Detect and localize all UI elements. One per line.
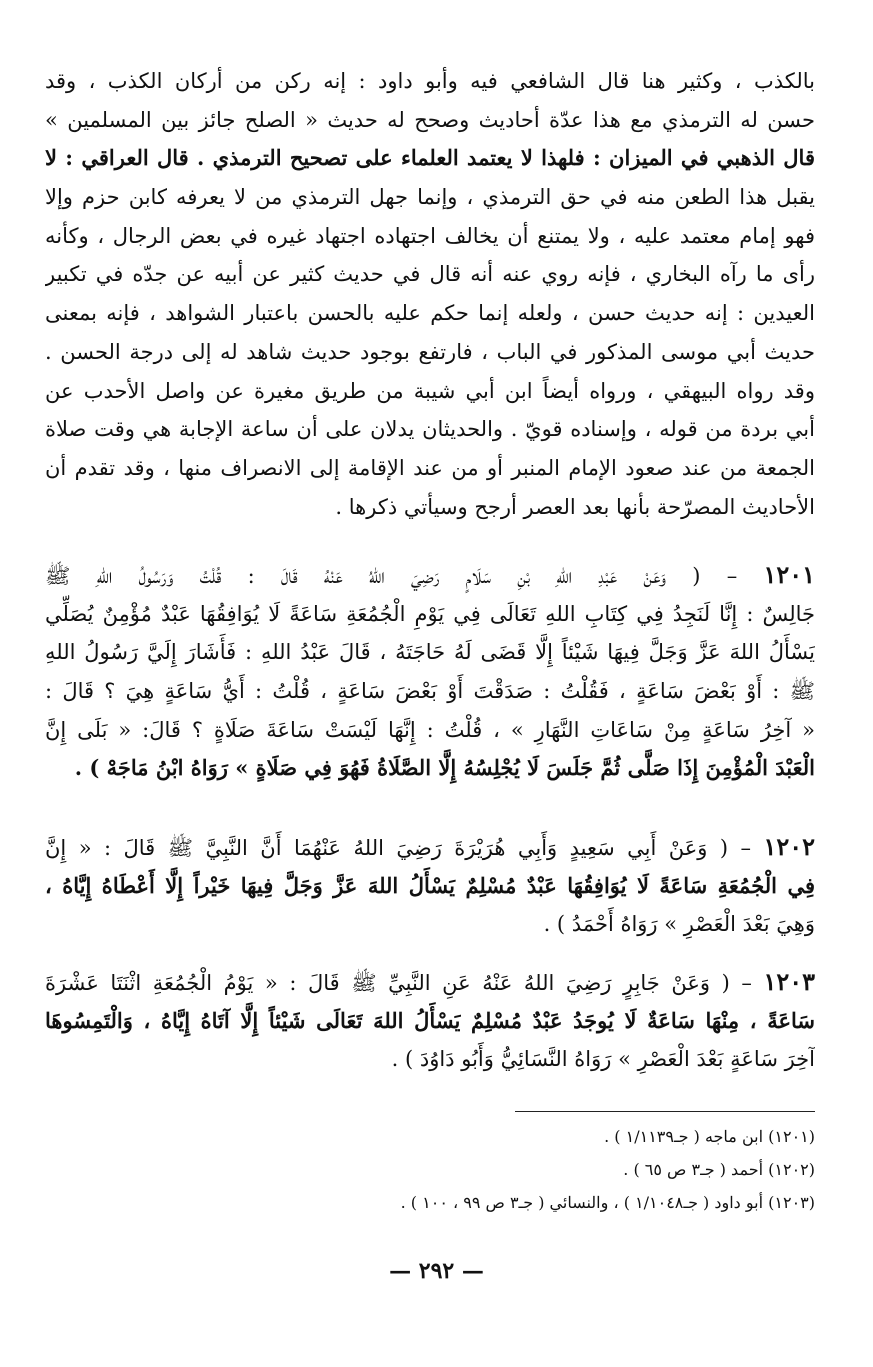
hadith-line: – ( وَعَنْ جَابِرٍ رَضِيَ اللهُ عَنْهُ عَنِ النَّبِيِّ ﷺ قَالَ : « يَوْمُ الْجُمُعَةِ اثْنَتَا عَشْرَةَ	[45, 971, 752, 995]
hadith-line: ﷺ : أَوْ بَعْضَ سَاعَةٍ ، فَقُلْتُ : صَدَقْتَ أَوْ بَعْضَ سَاعَةٍ ، قُلْتُ : أَيُّ سَاعَةٍ هِيَ ؟ قَالَ :	[45, 679, 815, 704]
page-number: — ٢٩٢ —	[389, 1258, 484, 1284]
commentary-line: قال الذهبي في الميزان : فلهذا لا يعتمد العلماء على تصحيح الترمذي . قال العراقي : لا	[45, 145, 815, 171]
hadith-line: « آخِرُ سَاعَةٍ مِنْ سَاعَاتِ النَّهَارِ » ، قُلْتُ : إِنَّهَا لَيْسَتْ سَاعَةَ صَلَاةٍ ؟ قَالَ: « بَلَى إِنَّ	[45, 717, 815, 742]
commentary-line: العيدين : إنه حديث حسن ، ولعله إنما حكم عليه بالحسن باعتبار الشواهد ، فإنه بمعنى	[45, 301, 815, 326]
footnote-1203: (١٢٠٣) أبو داود ( جـ١/١٠٤٨ ) ، والنسائي ( جـ٣ ص ٩٩ ، ١٠٠ ) .	[400, 1193, 815, 1212]
hadith-line: يَسْأَلُ اللهَ عَزَّ وَجَلَّ فِيهَا شَيْئاً إِلَّا قَضَى لَهُ حَاجَتَهُ ، قَالَ عَبْدُ اللهِ : فَأَشَارَ إِلَيَّ رَسُولُ اللهِ	[45, 640, 815, 665]
commentary-line: حديث أبي موسى المذكور في الباب ، فارتفع بوجود حديث شاهد له إلى درجة الحسن .	[45, 339, 815, 364]
hadith-number: ١٢٠٢	[763, 832, 815, 861]
hadith-1201	[45, 556, 815, 788]
commentary-line: أبي بردة من قوله ، وإسناده قويّ . والحديثان يدلان على أن ساعة الإجابة هي وقت صلاة	[45, 417, 815, 442]
hadith-line: فِي الْجُمُعَةِ سَاعَةً لَا يُوَافِقُهَا عَبْدٌ مُسْلِمٌ يَسْأَلُ اللهَ عَزَّ وَجَلَّ فِيهَا خَيْراً إِلَّا أَعْطَاهُ إِيَّاهُ ،	[45, 872, 815, 898]
commentary-line: بالكذب ، وكثير هنا قال الشافعي فيه وأبو داود : إنه ركن من أركان الكذب ، وقد	[45, 69, 815, 93]
commentary-line: رأى ما رآه البخاري ، فإنه روي عنه أنه قال في حديث كثير عن أبيه عن جدّه في تكبير	[45, 262, 815, 287]
commentary-line: وقد رواه البيهقي ، ورواه أيضاً ابن أبي شيبة من طريق مغيرة عن واصل الأحدب عن	[45, 378, 815, 403]
commentary-line: حسن له الترمذي مع هذا عدّة أحاديث وصحح له حديث « الصلح جائز بين المسلمين »	[45, 107, 815, 132]
hadith-1203	[45, 963, 815, 1079]
commentary-line: يقبل هذا الطعن منه في حق الترمذي ، وإنما جهل الترمذي من لا يعرفه كابن حزم وإلا	[45, 185, 815, 210]
footnote-1201: (١٢٠١) ابن ماجه ( جـ١/١١٣٩ ) .	[604, 1127, 815, 1146]
hadith-line: وَهِيَ بَعْدَ الْعَصْرِ » رَوَاهُ أَحْمَدُ ) .	[543, 912, 815, 937]
hadith-number: ١٢٠١	[763, 560, 815, 589]
hadith-number: ١٢٠٣	[763, 967, 815, 996]
commentary-line: فهو إمام معتمد عليه ، ولا يمتنع أن يخالف اجتهاده اجتهاد غيره في بعض الرجال ، وكأنه	[45, 223, 815, 248]
commentary-paragraph	[45, 62, 815, 526]
commentary-line: الأحاديث المصرّحة بأنها بعد العصر أرجح وسيأتي ذكرها .	[335, 494, 815, 519]
hadith-line: سَاعَةً ، مِنْهَا سَاعَةٌ لَا يُوجَدُ عَبْدٌ مُسْلِمٌ يَسْأَلُ اللهَ تَعَالَى شَيْئاً إِلَّا آتَاهُ إِيَّاهُ ، وَالْتَمِسُوهَا	[45, 1007, 815, 1033]
hadith-line: الْعَبْدَ الْمُؤْمِنَ إِذَا صَلَّى ثُمَّ جَلَسَ لَا يُجْلِسُهُ إِلَّا الصَّلَاةُ فَهُوَ فِي صَلَاةٍ » رَوَاهُ ابْنُ مَاجَهْ ) .	[74, 755, 815, 781]
commentary-line: الجمعة من عند صعود الإمام المنبر أو من عند الإقامة إلى الانصراف منها ، وقد تقدم أن	[45, 455, 815, 480]
footnote-1202: (١٢٠٢) أحمد ( جـ٣ ص ٦٥ ) .	[623, 1160, 815, 1179]
hadith-line: آخِرَ سَاعَةٍ بَعْدَ الْعَصْرِ » رَوَاهُ النَّسَائِيُّ وَأَبُو دَاوُدَ ) .	[391, 1047, 815, 1072]
hadith-line: جَالِسٌ : إِنَّا لَنَجِدُ فِي كِتَابِ اللهِ تَعَالَى فِي يَوْمِ الْجُمُعَةِ سَاعَةً لَا يُوَافِقُهَا عَبْدٌ مُؤْمِنٌ يُصَلِّي	[45, 601, 815, 626]
footnotes	[45, 1120, 815, 1219]
hadith-line: – ( وَعَنْ عَبْدِ اللهِ بْنِ سَلَامٍ رَضِيَ اللهُ عَنْهُ قَالَ : قُلْتُ وَرَسُولُ اللهِ ﷺ	[45, 564, 738, 588]
hadith-1202	[45, 828, 815, 944]
hadith-line: – ( وَعَنْ أَبِي سَعِيدٍ وَأَبِي هُرَيْرَةَ رَضِيَ اللهُ عَنْهُمَا أَنَّ النَّبِيَّ ﷺ قَالَ : « إِنَّ	[45, 836, 751, 860]
footnote-divider	[515, 1111, 815, 1112]
